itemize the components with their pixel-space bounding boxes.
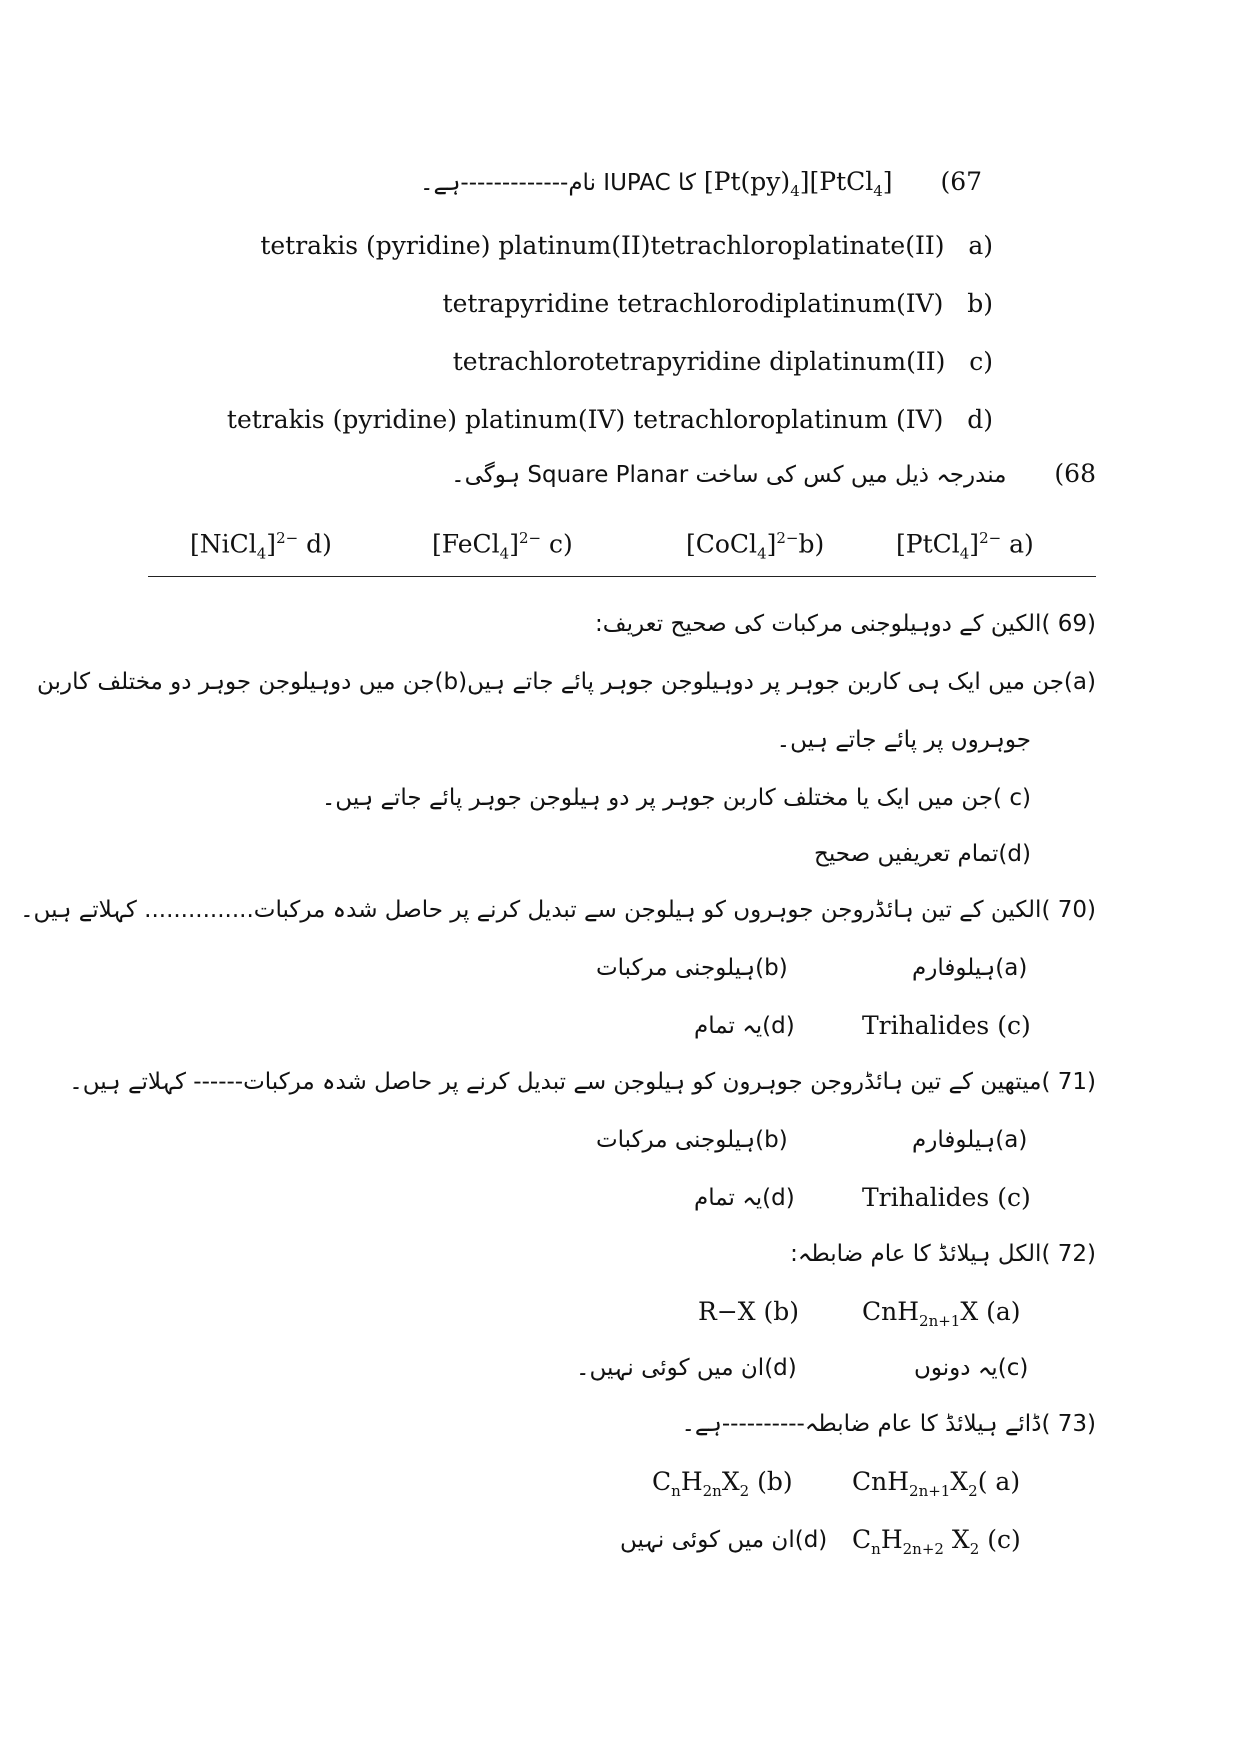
- q67-option-b: tetrapyridine tetrachlorodiplatinum(IV) b): [442, 289, 993, 318]
- q68-option-a: [PtCl$_4$]$^{2-}$ a): [896, 529, 1034, 563]
- q71-option-d: (d)یہ تمام: [694, 1185, 795, 1211]
- q71-stem: (71 )میتھین کے تین ہائڈروجن جوہرون کو ہیلوجن سے تبدیل کرنے پر حاصل شدہ مرکبات------ کہلاتے ہیں۔: [69, 1069, 1096, 1095]
- q73-option-b: $C_nH_{2n}X_2$ (b): [652, 1467, 793, 1500]
- q67-stem: [420, 164, 1096, 209]
- q69-option-a-b: (a)جن میں ایک ہی کاربن جوہر پر دوہیلوجن جوہر پائے جاتے ہیں(b)جن میں دوہیلوجن جوہر دو مختلف کاربن: [37, 669, 1096, 695]
- section-divider: [148, 576, 1096, 577]
- q70-option-c: Trihalides (c): [862, 1011, 1031, 1040]
- q70-option-d: (d)یہ تمام: [694, 1013, 795, 1039]
- q72-option-c: (c)یہ دونوں: [914, 1355, 1029, 1381]
- q70-option-a: (a)ہیلوفارم: [912, 955, 1028, 981]
- q67-option-a: tetrakis (pyridine) platinum(II)tetrachloroplatinate(II) a): [260, 231, 993, 260]
- q73-option-a: $CnH_{2n+1}X_2$( a): [852, 1467, 1021, 1500]
- q73-option-c: $C_nH_{2n+2}$ $X_2$ (c): [852, 1525, 1021, 1558]
- q73-option-d: (d)ان میں کوئی نہیں: [620, 1527, 828, 1553]
- question-number: (68: [1054, 459, 1096, 488]
- q71-option-b: (b)ہیلوجنی مرکبات: [596, 1127, 788, 1153]
- q73-stem: (73 )ڈائے ہیلائڈ کا عام ضابطہ----------ہے۔: [681, 1411, 1096, 1437]
- q68-option-c: [FeCl$_4$]$^{2-}$ c): [432, 529, 573, 563]
- q71-option-a: (a)ہیلوفارم: [912, 1127, 1028, 1153]
- q71-option-c: Trihalides (c): [862, 1183, 1031, 1212]
- q68-stem: مندرجہ ذیل میں کس کی ساخت Square Planar ہوگی۔ (68: [451, 456, 1096, 493]
- q69-option-d: (d)تمام تعریفیں صحیح: [814, 841, 1031, 867]
- q69-option-b-cont: جوہروں پر پائے جاتے ہیں۔: [776, 727, 1031, 753]
- q72-stem: (72 )الکل ہیلائڈ کا عام ضابطہ:: [790, 1241, 1096, 1267]
- q72-option-a: CnH$_{2n+1}$X (a): [862, 1297, 1021, 1330]
- q70-stem: (70 )الکین کے تین ہائڈروجن جوہروں کو ہیلوجن سے تبدیل کرنے پر حاصل شدہ مرکبات............... کہلاتے ہیں۔: [20, 897, 1096, 923]
- q67-formula: $[Pt(py)_4][PtCl_4]$: [703, 167, 893, 200]
- q68-option-d: [NiCl$_4$]$^{2-}$ d): [190, 529, 332, 563]
- q67-option-d: tetrakis (pyridine) platinum(IV) tetrachloroplatinum (IV) d): [226, 405, 993, 434]
- question-number: (67: [940, 167, 983, 196]
- q72-option-d: (d)ان میں کوئی نہیں۔: [576, 1355, 797, 1381]
- q67-option-c: tetrachlorotetrapyridine diplatinum(II) c): [452, 347, 993, 376]
- q69-option-c: (c )جن میں ایک یا مختلف کاربن جوہر پر دو ہیلوجن جوہر پائے جاتے ہیں۔: [321, 785, 1031, 811]
- q70-option-b: (b)ہیلوجنی مرکبات: [596, 955, 788, 981]
- q72-option-b: R−X (b): [698, 1297, 800, 1326]
- q67-stem-urdu: کا IUPAC نام-------------ہے۔: [420, 170, 696, 196]
- q69-stem: (69 )الکین کے دوہیلوجنی مرکبات کی صحیح تعریف:: [595, 611, 1096, 637]
- q68-option-b: [CoCl$_4$]$^{2-}$b): [686, 529, 825, 563]
